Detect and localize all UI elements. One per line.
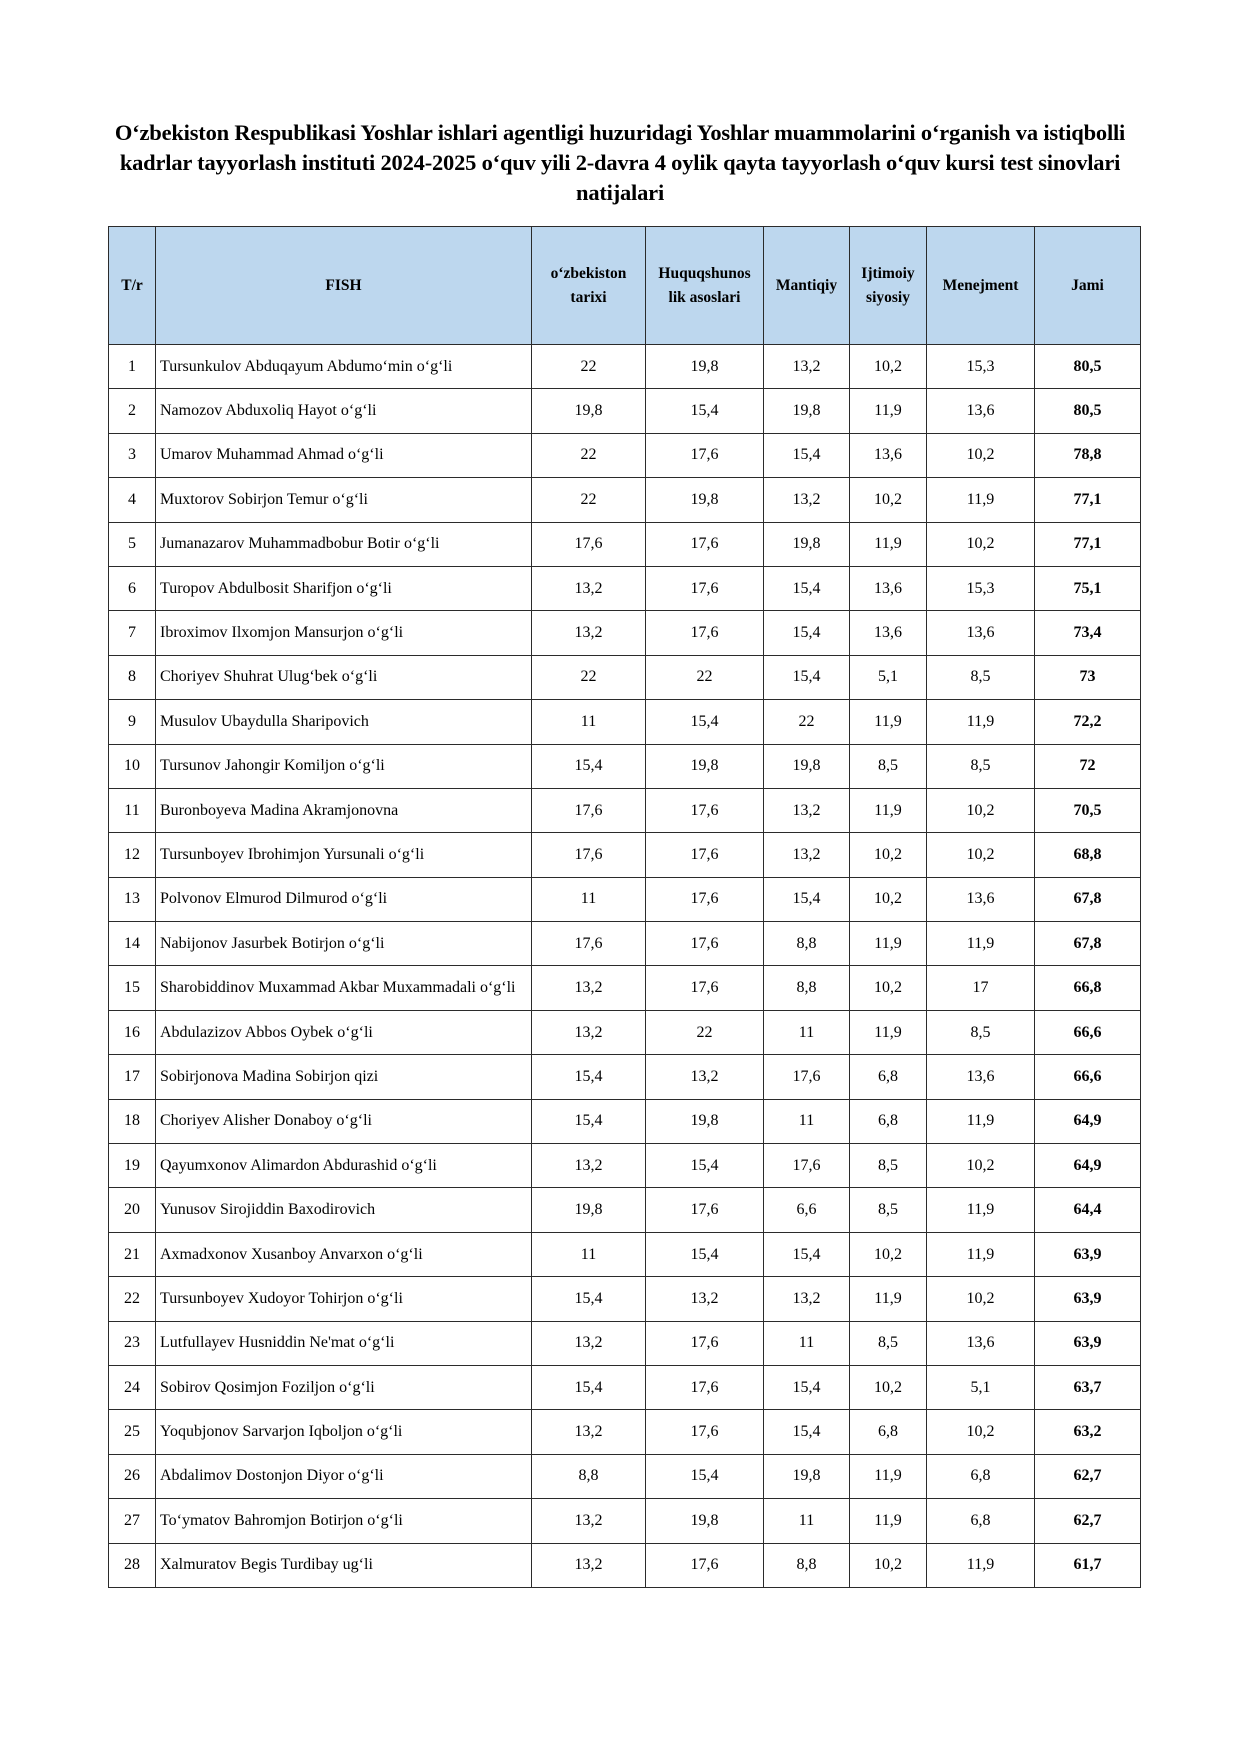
score-total: 63,9 (1035, 1277, 1141, 1321)
row-number: 7 (109, 611, 156, 655)
score-law-basics: 17,6 (646, 1321, 764, 1365)
score-logic: 22 (764, 700, 850, 744)
score-total: 80,5 (1035, 345, 1141, 389)
score-law-basics: 17,6 (646, 1410, 764, 1454)
score-socio-political: 10,2 (850, 833, 927, 877)
score-socio-political: 11,9 (850, 1454, 927, 1498)
score-total: 64,9 (1035, 1099, 1141, 1143)
score-socio-political: 11,9 (850, 1499, 927, 1543)
column-header-total: Jami (1035, 227, 1141, 345)
score-law-basics: 19,8 (646, 1499, 764, 1543)
score-law-basics: 17,6 (646, 566, 764, 610)
student-name: Sharobiddinov Muxammad Akbar Muxammadali o‘g‘li (156, 966, 532, 1010)
score-management: 10,2 (927, 1410, 1035, 1454)
score-management: 8,5 (927, 744, 1035, 788)
score-management: 11,9 (927, 1232, 1035, 1276)
score-logic: 19,8 (764, 389, 850, 433)
row-number: 27 (109, 1499, 156, 1543)
row-number: 14 (109, 922, 156, 966)
score-law-basics: 15,4 (646, 1144, 764, 1188)
student-name: Sobirjonova Madina Sobirjon qizi (156, 1055, 532, 1099)
score-total: 64,9 (1035, 1144, 1141, 1188)
table-row (109, 1232, 1141, 1276)
row-number: 17 (109, 1055, 156, 1099)
table-row (109, 1365, 1141, 1409)
table-row (109, 1410, 1141, 1454)
score-law-basics: 19,8 (646, 345, 764, 389)
student-name: Choriyev Shuhrat Ulug‘bek o‘g‘li (156, 655, 532, 699)
score-socio-political: 13,6 (850, 566, 927, 610)
score-total: 63,7 (1035, 1365, 1141, 1409)
score-uzbekistan-history: 22 (532, 478, 646, 522)
student-name: Yoqubjonov Sarvarjon Iqboljon o‘g‘li (156, 1410, 532, 1454)
score-law-basics: 17,6 (646, 966, 764, 1010)
score-socio-political: 11,9 (850, 1277, 927, 1321)
score-law-basics: 22 (646, 655, 764, 699)
score-management: 6,8 (927, 1454, 1035, 1498)
score-socio-political: 10,2 (850, 1365, 927, 1409)
row-number: 3 (109, 433, 156, 477)
score-socio-political: 8,5 (850, 1188, 927, 1232)
row-number: 19 (109, 1144, 156, 1188)
score-uzbekistan-history: 13,2 (532, 966, 646, 1010)
row-number: 26 (109, 1454, 156, 1498)
score-socio-political: 11,9 (850, 700, 927, 744)
table-row (109, 1499, 1141, 1543)
score-logic: 15,4 (764, 877, 850, 921)
student-name: Lutfullayev Husniddin Ne'mat o‘g‘li (156, 1321, 532, 1365)
student-name: Tursunboyev Xudoyor Tohirjon o‘g‘li (156, 1277, 532, 1321)
score-socio-political: 10,2 (850, 478, 927, 522)
table-row (109, 744, 1141, 788)
score-uzbekistan-history: 15,4 (532, 1099, 646, 1143)
score-management: 13,6 (927, 1055, 1035, 1099)
row-number: 5 (109, 522, 156, 566)
score-total: 61,7 (1035, 1543, 1141, 1587)
score-management: 17 (927, 966, 1035, 1010)
score-logic: 19,8 (764, 744, 850, 788)
score-management: 11,9 (927, 478, 1035, 522)
student-name: Namozov Abduxoliq Hayot o‘g‘li (156, 389, 532, 433)
score-uzbekistan-history: 22 (532, 433, 646, 477)
column-header-uzbekistan-history: o‘zbekiston tarixi (532, 227, 646, 345)
table-row (109, 1277, 1141, 1321)
score-uzbekistan-history: 11 (532, 700, 646, 744)
score-law-basics: 15,4 (646, 389, 764, 433)
score-logic: 13,2 (764, 788, 850, 832)
score-logic: 8,8 (764, 1543, 850, 1587)
score-socio-political: 10,2 (850, 1232, 927, 1276)
row-number: 20 (109, 1188, 156, 1232)
score-uzbekistan-history: 13,2 (532, 1144, 646, 1188)
table-row (109, 522, 1141, 566)
student-name: Xalmuratov Begis Turdibay ug‘li (156, 1543, 532, 1587)
score-law-basics: 15,4 (646, 1232, 764, 1276)
score-total: 67,8 (1035, 877, 1141, 921)
score-management: 10,2 (927, 1277, 1035, 1321)
score-uzbekistan-history: 11 (532, 1232, 646, 1276)
row-number: 28 (109, 1543, 156, 1587)
table-row (109, 877, 1141, 921)
score-socio-political: 10,2 (850, 345, 927, 389)
score-uzbekistan-history: 22 (532, 345, 646, 389)
score-socio-political: 10,2 (850, 1543, 927, 1587)
score-total: 64,4 (1035, 1188, 1141, 1232)
table-row (109, 611, 1141, 655)
row-number: 1 (109, 345, 156, 389)
score-logic: 15,4 (764, 1365, 850, 1409)
score-law-basics: 19,8 (646, 744, 764, 788)
row-number: 15 (109, 966, 156, 1010)
row-number: 16 (109, 1010, 156, 1054)
score-socio-political: 13,6 (850, 611, 927, 655)
row-number: 25 (109, 1410, 156, 1454)
student-name: Polvonov Elmurod Dilmurod o‘g‘li (156, 877, 532, 921)
student-name: To‘ymatov Bahromjon Botirjon o‘g‘li (156, 1499, 532, 1543)
score-law-basics: 19,8 (646, 478, 764, 522)
student-name: Nabijonov Jasurbek Botirjon o‘g‘li (156, 922, 532, 966)
score-socio-political: 5,1 (850, 655, 927, 699)
student-name: Sobirov Qosimjon Foziljon o‘g‘li (156, 1365, 532, 1409)
score-uzbekistan-history: 11 (532, 877, 646, 921)
score-management: 10,2 (927, 433, 1035, 477)
score-law-basics: 15,4 (646, 1454, 764, 1498)
page-title: O‘zbekiston Respublikasi Yoshlar ishlari agentligi huzuridagi Yoshlar muammolarini o‘rganish va istiqbolli kadrlar tayyorlash instituti 2024-2025 o‘quv yili 2-davra 4 oylik qayta tayyorlash o‘quv kursi test sinovlari natijalari (114, 120, 1126, 205)
table-row (109, 1321, 1141, 1365)
row-number: 18 (109, 1099, 156, 1143)
table-row (109, 1010, 1141, 1054)
score-law-basics: 17,6 (646, 877, 764, 921)
score-law-basics: 17,6 (646, 922, 764, 966)
row-number: 13 (109, 877, 156, 921)
score-law-basics: 17,6 (646, 788, 764, 832)
table-row (109, 833, 1141, 877)
column-header-socio-political: Ijtimoiy siyosiy (850, 227, 927, 345)
score-total: 66,8 (1035, 966, 1141, 1010)
student-name: Turopov Abdulbosit Sharifjon o‘g‘li (156, 566, 532, 610)
score-socio-political: 8,5 (850, 1144, 927, 1188)
score-uzbekistan-history: 13,2 (532, 1410, 646, 1454)
score-management: 13,6 (927, 877, 1035, 921)
score-uzbekistan-history: 15,4 (532, 744, 646, 788)
student-name: Tursunboyev Ibrohimjon Yursunali o‘g‘li (156, 833, 532, 877)
student-name: Musulov Ubaydulla Sharipovich (156, 700, 532, 744)
score-socio-political: 11,9 (850, 1010, 927, 1054)
score-law-basics: 17,6 (646, 833, 764, 877)
table-row (109, 1099, 1141, 1143)
score-logic: 15,4 (764, 1410, 850, 1454)
column-header-logic: Mantiqiy (764, 227, 850, 345)
score-total: 77,1 (1035, 478, 1141, 522)
score-logic: 11 (764, 1099, 850, 1143)
score-total: 66,6 (1035, 1010, 1141, 1054)
table-body (109, 345, 1141, 1588)
student-name: Tursunkulov Abduqayum Abdumo‘min o‘g‘li (156, 345, 532, 389)
student-name: Axmadxonov Xusanboy Anvarxon o‘g‘li (156, 1232, 532, 1276)
score-management: 10,2 (927, 1144, 1035, 1188)
score-total: 62,7 (1035, 1454, 1141, 1498)
score-management: 10,2 (927, 833, 1035, 877)
score-total: 63,2 (1035, 1410, 1141, 1454)
row-number: 11 (109, 788, 156, 832)
table-row (109, 566, 1141, 610)
score-management: 8,5 (927, 655, 1035, 699)
score-law-basics: 13,2 (646, 1055, 764, 1099)
score-logic: 15,4 (764, 611, 850, 655)
score-management: 13,6 (927, 1321, 1035, 1365)
score-uzbekistan-history: 13,2 (532, 1321, 646, 1365)
table-row (109, 788, 1141, 832)
row-number: 2 (109, 389, 156, 433)
row-number: 10 (109, 744, 156, 788)
score-socio-political: 10,2 (850, 877, 927, 921)
score-total: 72 (1035, 744, 1141, 788)
score-socio-political: 6,8 (850, 1410, 927, 1454)
score-uzbekistan-history: 13,2 (532, 566, 646, 610)
score-total: 62,7 (1035, 1499, 1141, 1543)
score-total: 63,9 (1035, 1232, 1141, 1276)
table-row (109, 345, 1141, 389)
column-header-number: T/r (109, 227, 156, 345)
score-total: 73,4 (1035, 611, 1141, 655)
score-uzbekistan-history: 17,6 (532, 788, 646, 832)
score-uzbekistan-history: 8,8 (532, 1454, 646, 1498)
score-total: 72,2 (1035, 700, 1141, 744)
score-socio-political: 11,9 (850, 922, 927, 966)
student-name: Qayumxonov Alimardon Abdurashid o‘g‘li (156, 1144, 532, 1188)
score-uzbekistan-history: 19,8 (532, 1188, 646, 1232)
score-logic: 13,2 (764, 1277, 850, 1321)
score-management: 11,9 (927, 1188, 1035, 1232)
score-logic: 19,8 (764, 522, 850, 566)
score-socio-political: 8,5 (850, 1321, 927, 1365)
score-socio-political: 13,6 (850, 433, 927, 477)
score-total: 80,5 (1035, 389, 1141, 433)
score-law-basics: 17,6 (646, 611, 764, 655)
score-socio-political: 11,9 (850, 522, 927, 566)
score-logic: 17,6 (764, 1055, 850, 1099)
score-total: 66,6 (1035, 1055, 1141, 1099)
score-uzbekistan-history: 22 (532, 655, 646, 699)
student-name: Ibroximov Ilxomjon Mansurjon o‘g‘li (156, 611, 532, 655)
row-number: 22 (109, 1277, 156, 1321)
table-row (109, 1055, 1141, 1099)
score-management: 11,9 (927, 922, 1035, 966)
score-law-basics: 17,6 (646, 1188, 764, 1232)
score-socio-political: 6,8 (850, 1099, 927, 1143)
header-row (109, 227, 1141, 345)
table-row (109, 1188, 1141, 1232)
score-total: 68,8 (1035, 833, 1141, 877)
score-uzbekistan-history: 13,2 (532, 611, 646, 655)
score-management: 5,1 (927, 1365, 1035, 1409)
score-uzbekistan-history: 13,2 (532, 1010, 646, 1054)
student-name: Buronboyeva Madina Akramjonovna (156, 788, 532, 832)
results-table (108, 226, 1141, 1588)
score-logic: 13,2 (764, 478, 850, 522)
score-law-basics: 17,6 (646, 522, 764, 566)
table-row (109, 478, 1141, 522)
score-logic: 8,8 (764, 922, 850, 966)
score-total: 70,5 (1035, 788, 1141, 832)
student-name: Abdulazizov Abbos Oybek o‘g‘li (156, 1010, 532, 1054)
score-socio-political: 11,9 (850, 389, 927, 433)
score-logic: 15,4 (764, 1232, 850, 1276)
score-logic: 6,6 (764, 1188, 850, 1232)
table-header (109, 227, 1141, 345)
score-management: 6,8 (927, 1499, 1035, 1543)
score-law-basics: 19,8 (646, 1099, 764, 1143)
table-row (109, 966, 1141, 1010)
student-name: Muxtorov Sobirjon Temur o‘g‘li (156, 478, 532, 522)
score-management: 11,9 (927, 1543, 1035, 1587)
row-number: 24 (109, 1365, 156, 1409)
row-number: 6 (109, 566, 156, 610)
score-socio-political: 11,9 (850, 788, 927, 832)
table-row (109, 922, 1141, 966)
score-management: 11,9 (927, 1099, 1035, 1143)
score-logic: 13,2 (764, 833, 850, 877)
score-uzbekistan-history: 17,6 (532, 922, 646, 966)
student-name: Yunusov Sirojiddin Baxodirovich (156, 1188, 532, 1232)
score-uzbekistan-history: 19,8 (532, 389, 646, 433)
score-total: 77,1 (1035, 522, 1141, 566)
score-uzbekistan-history: 13,2 (532, 1543, 646, 1587)
row-number: 21 (109, 1232, 156, 1276)
student-name: Tursunov Jahongir Komiljon o‘g‘li (156, 744, 532, 788)
table-row (109, 433, 1141, 477)
score-management: 15,3 (927, 345, 1035, 389)
score-socio-political: 6,8 (850, 1055, 927, 1099)
score-law-basics: 22 (646, 1010, 764, 1054)
score-management: 8,5 (927, 1010, 1035, 1054)
score-logic: 15,4 (764, 566, 850, 610)
column-header-management: Menejment (927, 227, 1035, 345)
table-row (109, 1144, 1141, 1188)
row-number: 12 (109, 833, 156, 877)
score-law-basics: 17,6 (646, 433, 764, 477)
score-management: 13,6 (927, 611, 1035, 655)
table-row (109, 700, 1141, 744)
score-uzbekistan-history: 15,4 (532, 1277, 646, 1321)
score-logic: 19,8 (764, 1454, 850, 1498)
score-management: 15,3 (927, 566, 1035, 610)
column-header-fish: FISH (156, 227, 532, 345)
score-socio-political: 8,5 (850, 744, 927, 788)
score-total: 63,9 (1035, 1321, 1141, 1365)
score-logic: 15,4 (764, 655, 850, 699)
score-logic: 11 (764, 1499, 850, 1543)
student-name: Abdalimov Dostonjon Diyor o‘g‘li (156, 1454, 532, 1498)
student-name: Umarov Muhammad Ahmad o‘g‘li (156, 433, 532, 477)
student-name: Jumanazarov Muhammadbobur Botir o‘g‘li (156, 522, 532, 566)
row-number: 23 (109, 1321, 156, 1365)
score-logic: 8,8 (764, 966, 850, 1010)
row-number: 8 (109, 655, 156, 699)
student-name: Choriyev Alisher Donaboy o‘g‘li (156, 1099, 532, 1143)
table-row (109, 1454, 1141, 1498)
score-management: 11,9 (927, 700, 1035, 744)
score-management: 10,2 (927, 788, 1035, 832)
score-total: 67,8 (1035, 922, 1141, 966)
score-uzbekistan-history: 15,4 (532, 1365, 646, 1409)
table-row (109, 389, 1141, 433)
score-logic: 17,6 (764, 1144, 850, 1188)
table-row (109, 1543, 1141, 1587)
score-uzbekistan-history: 15,4 (532, 1055, 646, 1099)
score-uzbekistan-history: 13,2 (532, 1499, 646, 1543)
score-socio-political: 10,2 (850, 966, 927, 1010)
score-management: 10,2 (927, 522, 1035, 566)
row-number: 9 (109, 700, 156, 744)
score-total: 75,1 (1035, 566, 1141, 610)
score-logic: 11 (764, 1010, 850, 1054)
score-law-basics: 17,6 (646, 1543, 764, 1587)
score-law-basics: 13,2 (646, 1277, 764, 1321)
score-logic: 15,4 (764, 433, 850, 477)
score-law-basics: 15,4 (646, 700, 764, 744)
table-row (109, 655, 1141, 699)
score-logic: 11 (764, 1321, 850, 1365)
score-total: 73 (1035, 655, 1141, 699)
row-number: 4 (109, 478, 156, 522)
score-total: 78,8 (1035, 433, 1141, 477)
column-header-law-basics: Huquqshunos lik asoslari (646, 227, 764, 345)
score-logic: 13,2 (764, 345, 850, 389)
score-uzbekistan-history: 17,6 (532, 833, 646, 877)
score-law-basics: 17,6 (646, 1365, 764, 1409)
score-uzbekistan-history: 17,6 (532, 522, 646, 566)
score-management: 13,6 (927, 389, 1035, 433)
